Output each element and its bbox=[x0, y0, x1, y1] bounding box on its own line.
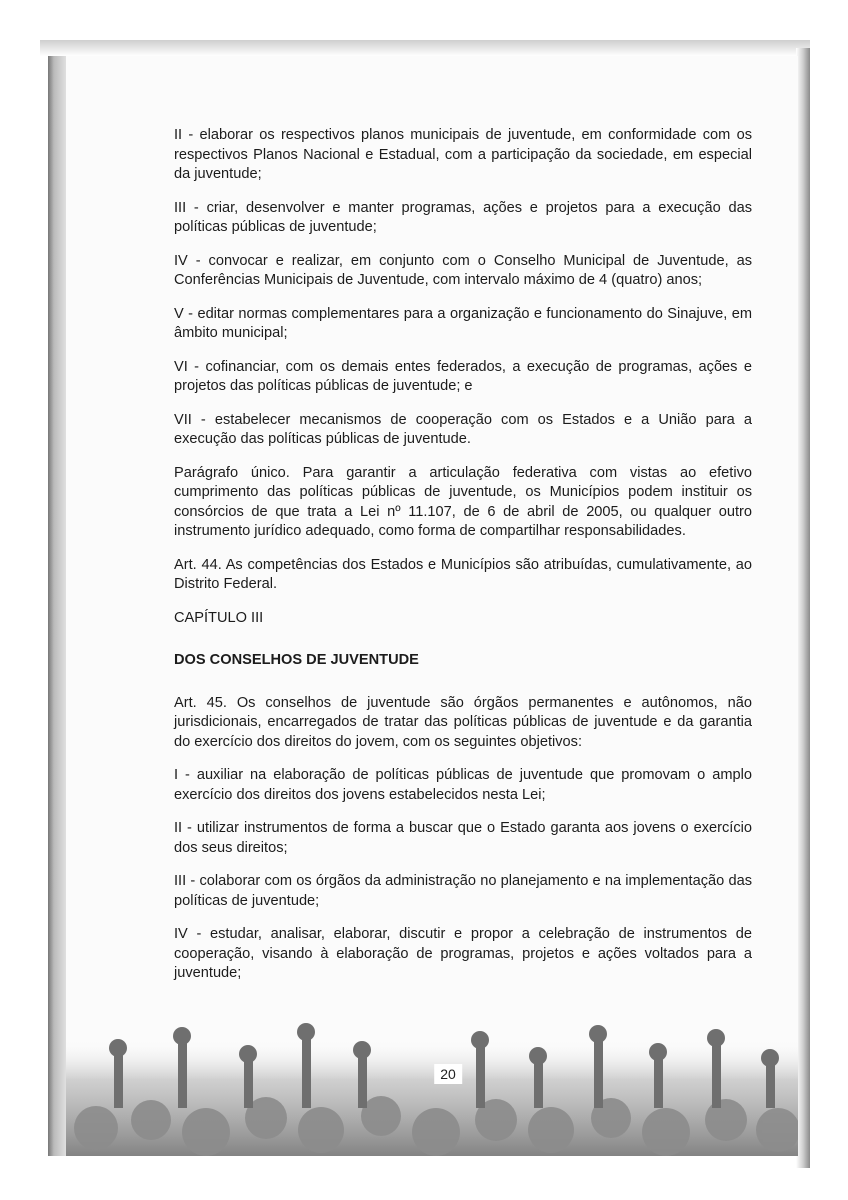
scan-shadow-top bbox=[40, 40, 810, 56]
objective-item-ii: II - utilizar instrumentos de forma a buscar que o Estado garanta aos jovens o exercício dos seus direitos; bbox=[174, 820, 752, 856]
paragraph-item-v: V - editar normas complementares para a organização e funcionamento do Sinajuve, em âmbito municipal; bbox=[174, 305, 752, 341]
paragraph-item-vi: VI - cofinanciar, com os demais entes federados, a execução de programas, ações e projetos das políticas públicas de juventude; e bbox=[174, 358, 752, 394]
book-edge-right bbox=[796, 48, 810, 1168]
page-number: 20 bbox=[434, 1064, 462, 1084]
book-edge-left bbox=[48, 56, 68, 1156]
article-45: Art. 45. Os conselhos de juventude são órgãos permanentes e autônomos, não jurisdicionais, encarregados de tratar das políticas públicas de juventude e da garantia do exercício dos direitos do jovem, com os seguintes objetivos: bbox=[174, 694, 752, 750]
objective-item-iii: III - colaborar com os órgãos da administração no planejamento e na implementação das políticas de juventude; bbox=[174, 873, 752, 909]
chapter-label: CAPÍTULO III bbox=[174, 609, 264, 626]
paragraph-item-ii: II - elaborar os respectivos planos municipais de juventude, em conformidade com os respectivos Planos Nacional e Estadual, com a participação da sociedade, em especial da juventude; bbox=[174, 127, 752, 182]
paragraph-item-vii: VII - estabelecer mecanismos de cooperação com os Estados e a União para a execução das políticas públicas de juventude. bbox=[174, 411, 752, 447]
page-text bbox=[174, 126, 752, 998]
paragraph-sole: Parágrafo único. Para garantir a articulação federativa com vistas ao efetivo cumprimento das políticas públicas de juventude, os Municípios podem instituir os consórcios de que trata a Lei nº 11.107, de 6 de abril de 2005, ou qualquer outro instrumento jurídico adequado, como forma de compartilhar responsabilidades. bbox=[174, 464, 752, 539]
paragraph-item-iii: III - criar, desenvolver e manter programas, ações e projetos para a execução das políticas públicas de juventude; bbox=[174, 199, 752, 235]
objective-item-iv: IV - estudar, analisar, elaborar, discutir e propor a celebração de instrumentos de cooperação, visando à elaboração de programas, projetos e ações voltados para a juventude; bbox=[174, 926, 752, 981]
paragraph-item-iv: IV - convocar e realizar, em conjunto com o Conselho Municipal de Juventude, as Conferências Municipais de Juventude, com intervalo máximo de 4 (quatro) anos; bbox=[174, 252, 752, 288]
chapter-title: DOS CONSELHOS DE JUVENTUDE bbox=[174, 652, 419, 668]
article-44: Art. 44. As competências dos Estados e Municípios são atribuídas, cumulativamente, ao Distrito Federal. bbox=[174, 556, 752, 592]
objective-item-i: I - auxiliar na elaboração de políticas públicas de juventude que promovam o amplo exercício dos direitos dos jovens estabelecidos nesta Lei; bbox=[174, 767, 752, 803]
crowd-illustration-icon bbox=[66, 1008, 798, 1156]
